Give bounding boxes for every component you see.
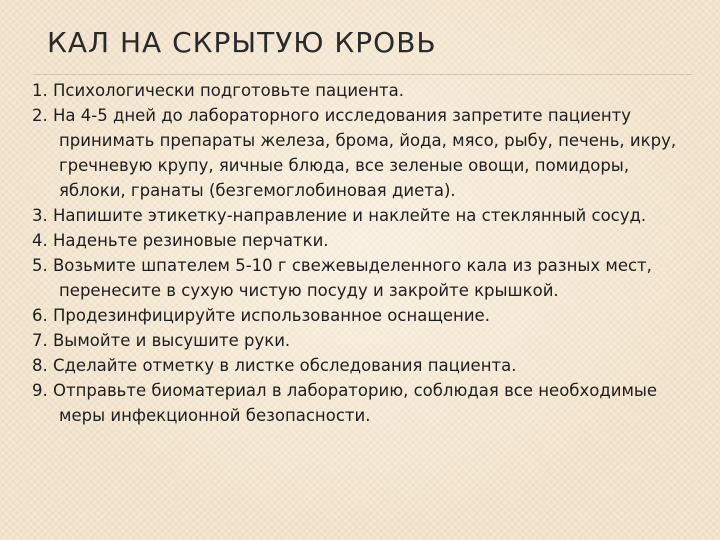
procedure-steps-list (32, 78, 697, 428)
step-item-9: 9. Отправьте биоматериал в лабораторию, соблюдая все необходимые меры инфекционной безопасности. (32, 381, 658, 425)
step-item-6: 6. Продезинфицируйте использованное оснащение. (32, 306, 490, 325)
step-item-8: 8. Сделайте отметку в листке обследования пациента. (32, 356, 517, 375)
step-item-2: 2. На 4-5 дней до лабораторного исследования запретите пациенту принимать препараты железа, брома, йода, мясо, рыбу, печень, икру, гречневую крупу, яичные блюда, все зеленые овощи, помидоры, яблоки, гранаты (безгемоглобиновая диета). (32, 106, 677, 200)
slide-title: КАЛ НА СКРЫТУЮ КРОВЬ (47, 26, 437, 59)
step-item-1: 1. Психологически подготовьте пациента. (32, 81, 404, 100)
step-item-3: 3. Напишите этикетку-направление и наклейте на стеклянный сосуд. (32, 206, 647, 225)
step-item-5: 5. Возьмите шпателем 5-10 г свежевыделенного кала из разных мест, перенесите в сухую чистую посуду и закройте крышкой. (32, 256, 652, 300)
step-item-7: 7. Вымойте и высушите руки. (32, 331, 291, 350)
title-divider (33, 74, 693, 75)
step-item-4: 4. Наденьте резиновые перчатки. (32, 231, 329, 250)
